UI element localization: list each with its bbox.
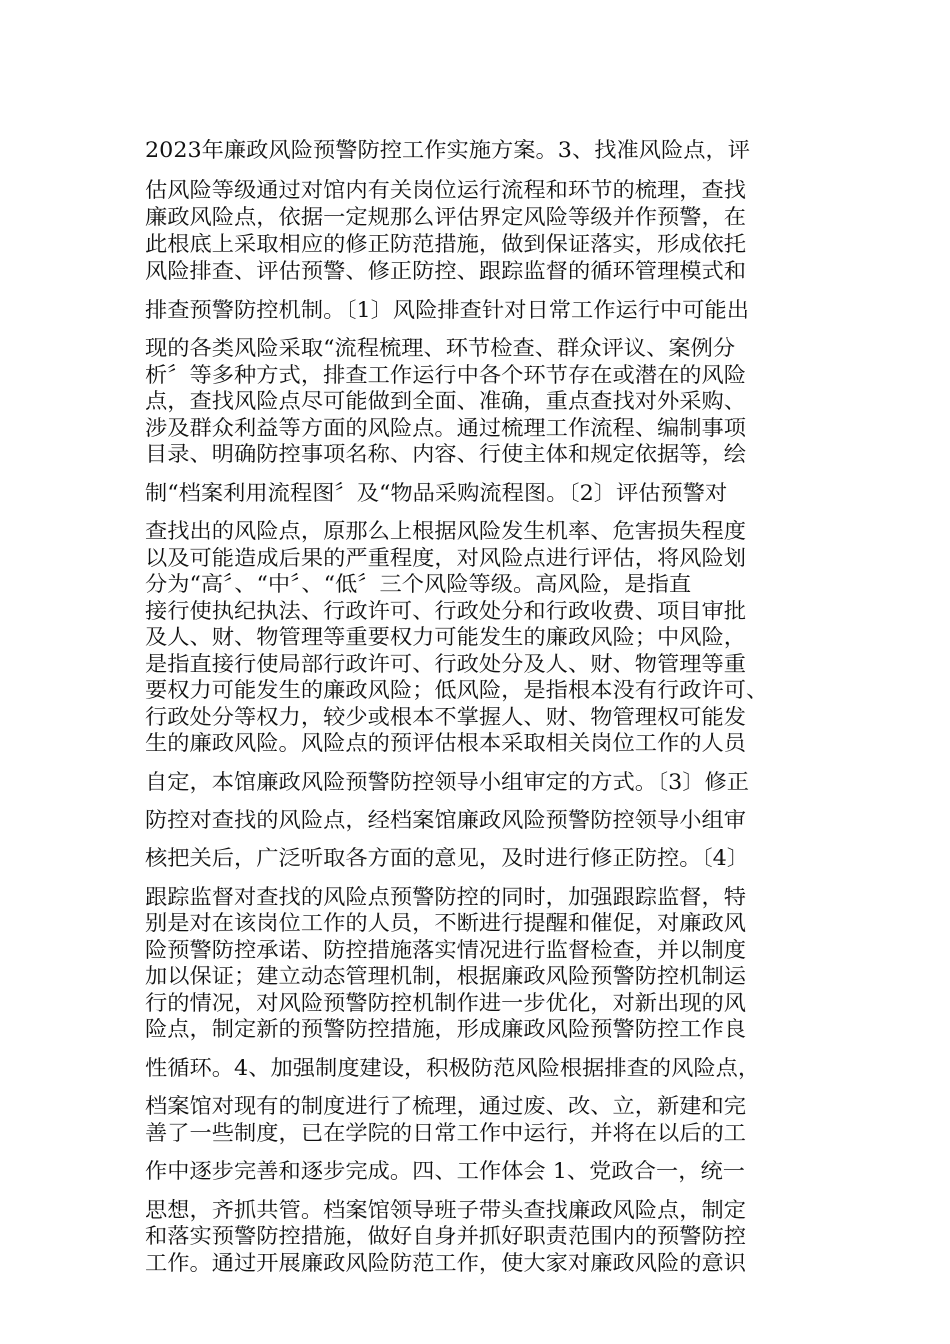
text-line: 风险排查、评估预警、修正防控、跟踪监督的循环管理模式和 [145, 259, 747, 283]
text-line: 要权力可能发生的廉政风险；低风险，是指根本没有行政许可、 [145, 678, 769, 702]
text-line: 自定，本馆廉政风险预警防控领导小组审定的方式。〔3〕修正 [145, 770, 750, 794]
text-line: 及人、财、物管理等重要权力可能发生的廉政风险；中风险， [145, 625, 747, 649]
text-line: 生的廉政风险。风险点的预评估根本采取相关岗位工作的人员 [145, 731, 747, 755]
text-line: 跟踪监督对查找的风险点预警防控的同时，加强跟踪监督，特 [145, 885, 747, 909]
text-line: 涉及群众利益等方面的风险点。通过梳理工作流程、编制事项 [145, 416, 747, 440]
text-line: 善了一些制度，已在学院的日常工作中运行，并将在以后的工 [145, 1121, 747, 1145]
text-line: 以及可能造成后果的严重程度，对风险点进行评估，将风险划 [145, 546, 747, 570]
text-line: 目录、明确防控事项名称、内容、行使主体和规定依据等，绘 [145, 442, 747, 466]
text-line: 此根底上采取相应的修正防范措施，做到保证落实，形成依托 [145, 232, 747, 256]
text-line: 廉政风险点，依据一定规那么评估界定风险等级并作预警，在 [145, 205, 747, 229]
text-line: 作中逐步完善和逐步完成。四、工作体会 1、党政合一，统一 [145, 1159, 746, 1183]
text-line: 是指直接行使局部行政许可、行政处分及人、财、物管理等重 [145, 652, 747, 676]
text-line: 分为“高〞、“中〞、“低〞三个风险等级。高风险，是指直 [145, 572, 692, 596]
text-line: 估风险等级通过对馆内有关岗位运行流程和环节的梳理，查找 [145, 178, 747, 202]
text-line: 排查预警防控机制。〔1〕风险排查针对日常工作运行中可能出 [145, 298, 750, 322]
text-line: 险点，制定新的预警防控措施，形成廉政风险预警防控工作良 [145, 1017, 747, 1041]
text-line: 工作。通过开展廉政风险防范工作，使大家对廉政风险的意识 [145, 1251, 747, 1275]
text-line: 加以保证；建立动态管理机制，根据廉政风险预警防控机制运 [145, 964, 747, 988]
text-line: 接行使执纪执法、行政许可、行政处分和行政收费、项目审批 [145, 599, 747, 623]
text-line: 行的情况，对风险预警防控机制作进一步优化，对新出现的风 [145, 991, 747, 1015]
text-line: 性循环。4、加强制度建设，积极防范风险根据排查的风险点， [145, 1056, 761, 1080]
text-line: 查找出的风险点，原那么上根据风险发生机率、危害损失程度 [145, 519, 747, 543]
text-line: 制“档案利用流程图〞及“物品采购流程图。〔2〕评估预警对 [145, 481, 728, 505]
text-line: 2023年廉政风险预警防控工作实施方案。3、找准风险点，评 [145, 138, 751, 162]
text-line: 档案馆对现有的制度进行了梳理，通过废、改、立，新建和完 [145, 1094, 747, 1118]
text-line: 思想，齐抓共管。档案馆领导班子带头查找廉政风险点，制定 [145, 1198, 747, 1222]
text-line: 现的各类风险采取“流程梳理、环节检查、群众评议、案例分 [145, 336, 736, 360]
text-line: 险预警防控承诺、防控措施落实情况进行监督检查，并以制度 [145, 938, 747, 962]
text-line: 点，查找风险点尽可能做到全面、准确，重点查找对外采购、 [145, 389, 747, 413]
text-line: 和落实预警防控措施，做好自身并抓好职责范围内的预警防控 [145, 1224, 747, 1248]
text-line: 核把关后，广泛听取各方面的意见，及时进行修正防控。〔4〕 [145, 846, 750, 870]
text-line: 行政处分等权力，较少或根本不掌握人、财、物管理权可能发 [145, 705, 747, 729]
text-line: 别是对在该岗位工作的人员，不断进行提醒和催促，对廉政风 [145, 911, 747, 935]
text-line: 析〞等多种方式，排查工作运行中各个环节存在或潜在的风险 [145, 363, 747, 387]
text-line: 防控对查找的风险点，经档案馆廉政风险预警防控领导小组审 [145, 808, 747, 832]
